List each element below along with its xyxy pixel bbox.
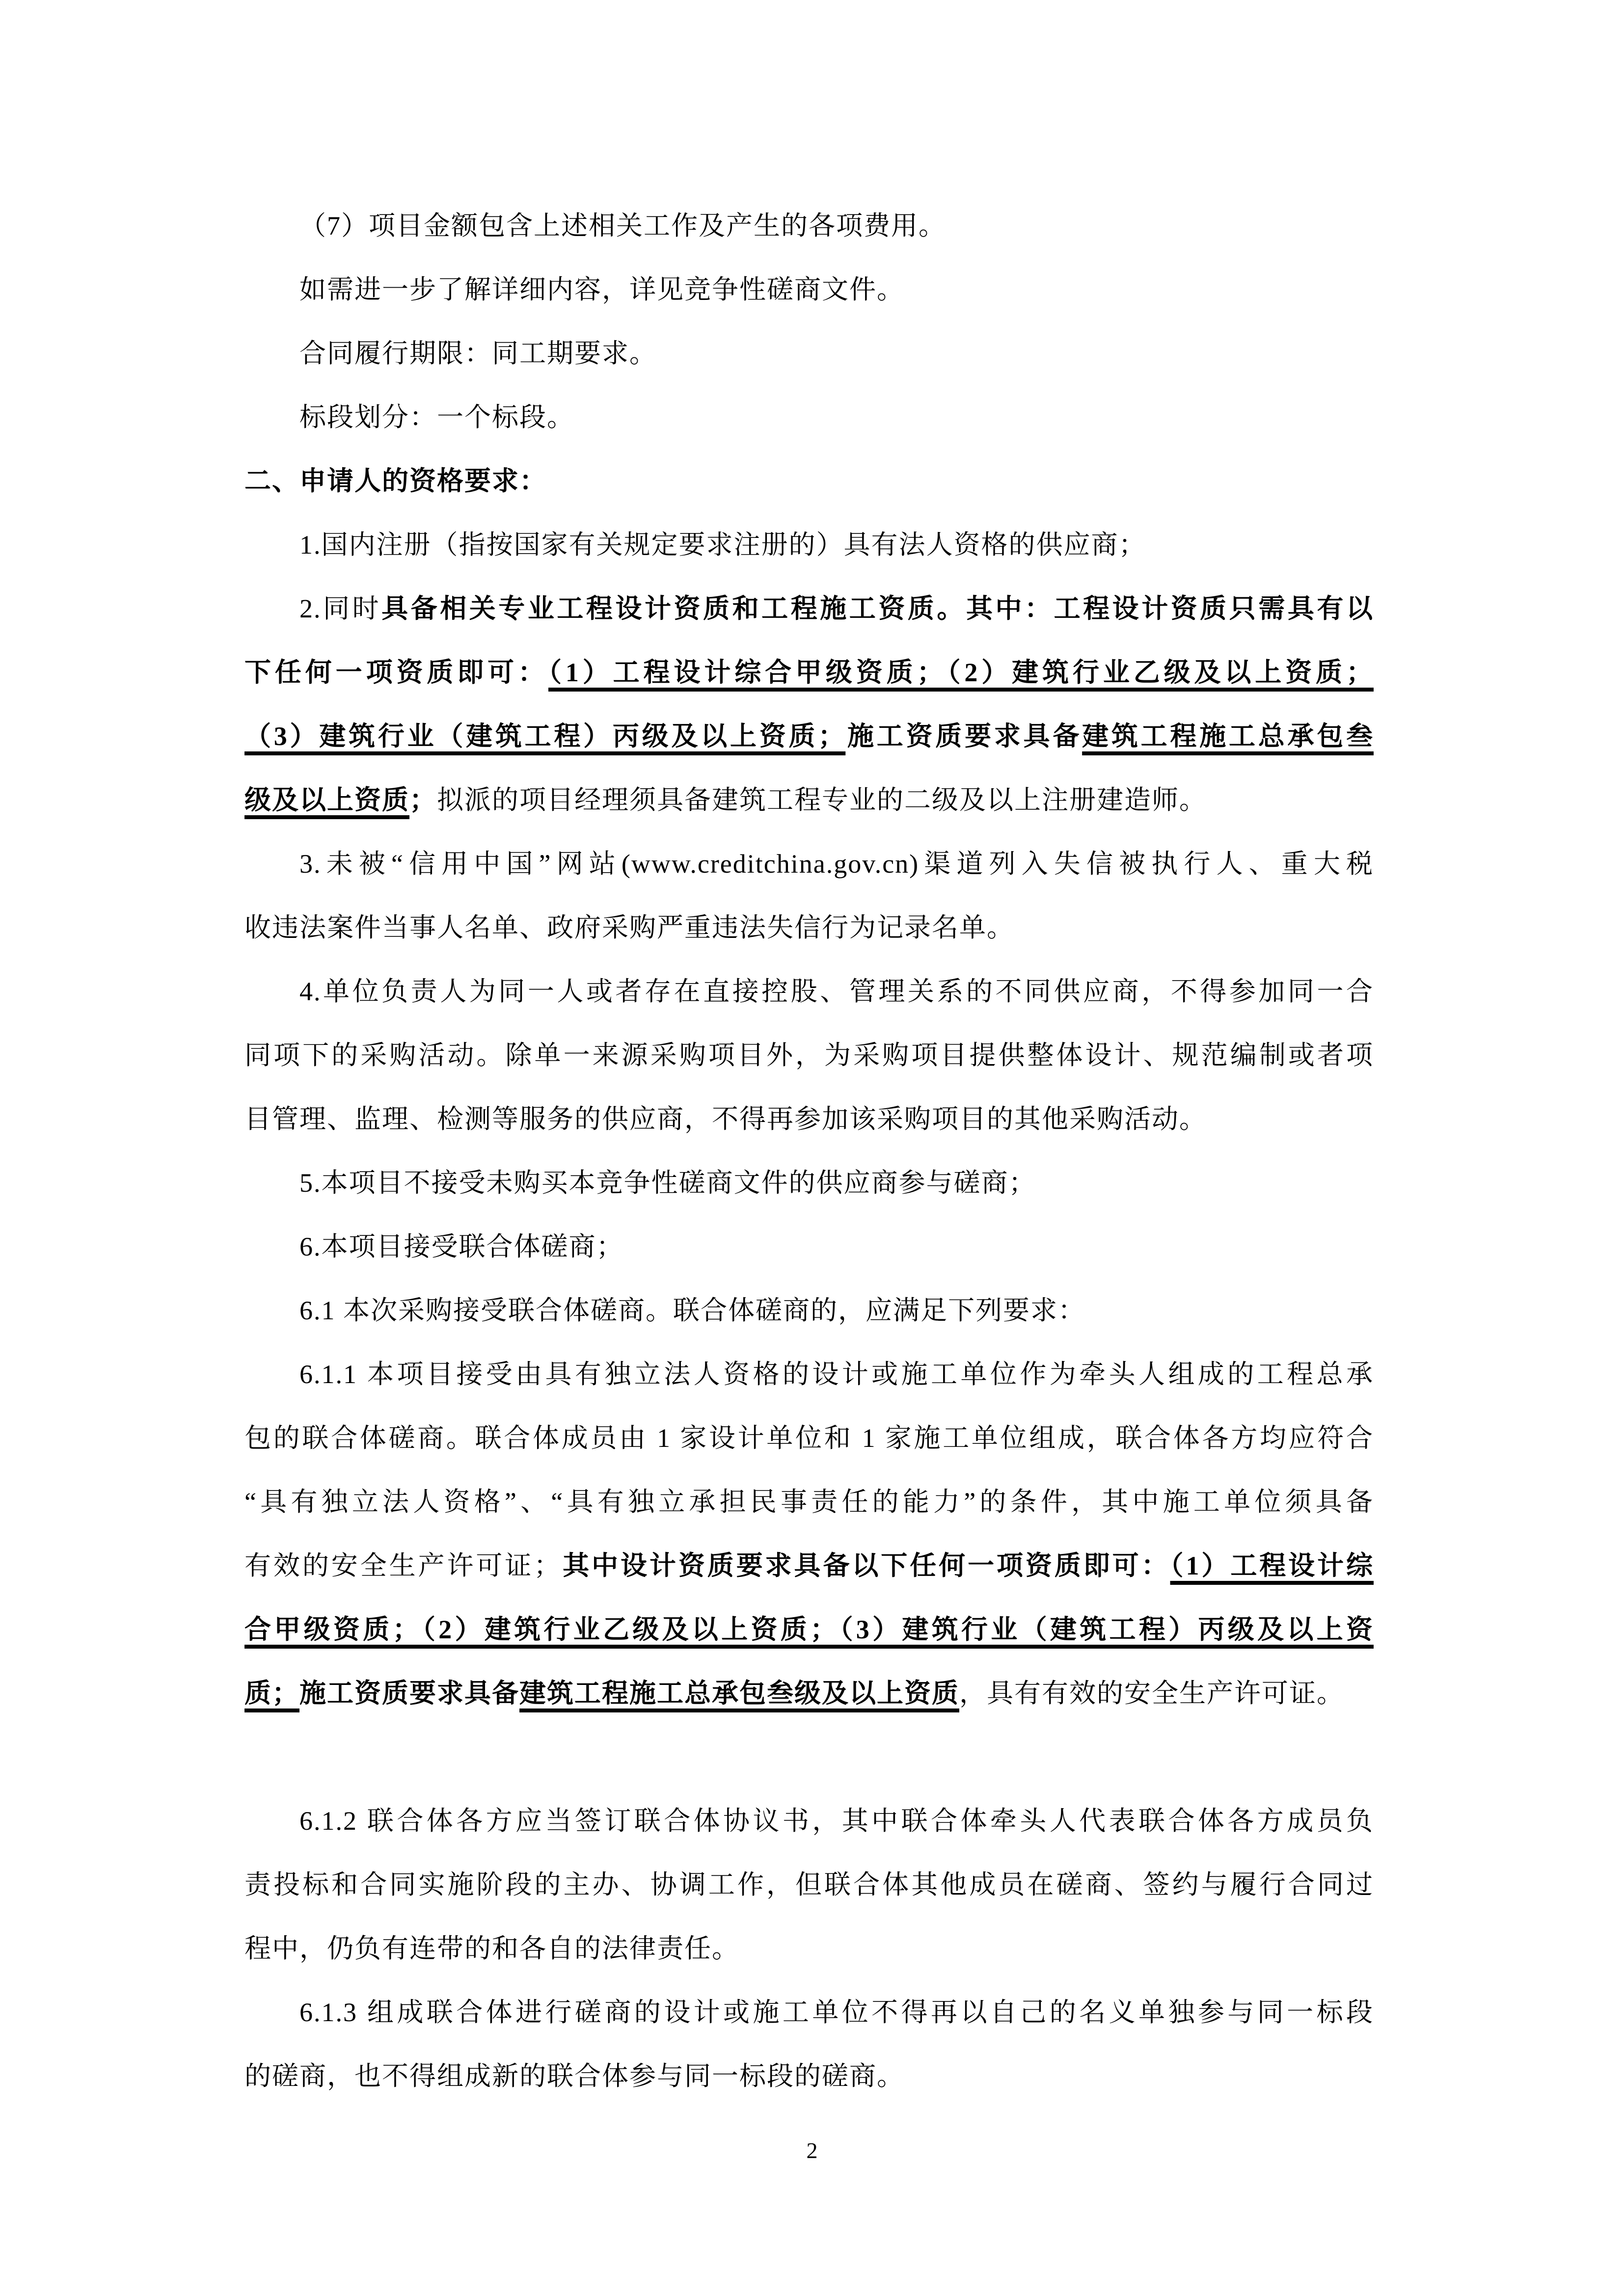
text-run: “具有独立法人资格”、“具有独立承担民事责任的能力”的条件，其中施工单位须具备 xyxy=(244,1487,1374,1517)
text-run: 级及以上资质 xyxy=(244,785,409,815)
text-line xyxy=(244,641,1374,704)
text-run: （1）工程设计综合甲级资质；（2）建筑行业乙级及以上资质； xyxy=(548,658,1374,687)
text-line xyxy=(244,768,1374,832)
text-run: 建筑工程施工总承包叁 xyxy=(1082,721,1374,751)
text-line xyxy=(244,1598,1374,1661)
text-line xyxy=(244,258,1374,321)
text-line xyxy=(244,960,1374,1023)
text-run: 合甲级资质；（2）建筑行业乙级及以上资质；（3）建筑行业（建筑工程）丙级及以上资 xyxy=(244,1615,1374,1644)
text-run: 6.本项目接受联合体磋商； xyxy=(299,1232,624,1261)
text-run: 5.本项目不接受未购买本竞争性磋商文件的供应商参与磋商； xyxy=(299,1168,1036,1198)
text-line xyxy=(244,194,1374,258)
text-run: （3）建筑行业（建筑工程）丙级及以上资质； xyxy=(244,721,846,751)
text-run: 二、申请人的资格要求： xyxy=(244,466,547,496)
text-run: 6.1.2 联合体各方应当签订联合体协议书，其中联合体牵头人代表联合体各方成员负 xyxy=(299,1806,1374,1836)
text-line xyxy=(244,1789,1374,1853)
text-run: 1.国内注册（指按国家有关规定要求注册的）具有法人资格的供应商； xyxy=(299,530,1146,560)
text-line xyxy=(244,1534,1374,1598)
text-run: 合同履行期限：同工期要求。 xyxy=(299,339,657,368)
page-number: 2 xyxy=(806,2138,818,2163)
text-run: 下任何一项资质即可： xyxy=(244,658,548,687)
text-run: 责投标和合同实施阶段的主办、协调工作，但联合体其他成员在磋商、签约与履行合同过 xyxy=(244,1870,1374,1899)
text-run: 6.1.1 本项目接受由具有独立法人资格的设计或施工单位作为牵头人组成的工程总承 xyxy=(299,1360,1374,1389)
text-line xyxy=(244,321,1374,385)
document-body xyxy=(244,194,1374,2108)
text-line xyxy=(244,1470,1374,1534)
text-run: 目管理、监理、检测等服务的供应商，不得再参加该采购项目的其他采购活动。 xyxy=(244,1104,1207,1134)
text-run: 4.单位负责人为同一人或者存在直接控股、管理关系的不同供应商，不得参加同一合 xyxy=(299,977,1374,1006)
text-line xyxy=(244,1406,1374,1470)
text-run: 包的联合体磋商。联合体成员由 1 家设计单位和 1 家施工单位组成，联合体各方均应符合 xyxy=(244,1423,1374,1453)
text-run: 有效的安全生产许可证； xyxy=(244,1551,562,1580)
text-line xyxy=(244,1342,1374,1406)
text-run: 同项下的采购活动。除单一来源采购项目外，为采购项目提供整体设计、规范编制或者项 xyxy=(244,1041,1374,1070)
text-line xyxy=(244,1087,1374,1151)
text-run: 的磋商，也不得组成新的联合体参与同一标段的磋商。 xyxy=(244,2061,904,2091)
blank-line xyxy=(244,1725,1374,1789)
text-run: 其中设计资质要求具备以下任何一项资质即可： xyxy=(561,1551,1170,1580)
page-footer xyxy=(0,2136,1624,2165)
text-line xyxy=(244,1151,1374,1215)
text-run: ，具有有效的安全生产许可证。 xyxy=(959,1679,1344,1708)
text-run: 如需进一步了解详细内容，详见竞争性磋商文件。 xyxy=(299,275,904,304)
text-run: 6.1 本次采购接受联合体磋商。联合体磋商的，应满足下列要求： xyxy=(299,1296,1085,1325)
text-line xyxy=(244,1279,1374,1342)
text-line xyxy=(244,1980,1374,2044)
text-run: （1）工程设计综 xyxy=(1170,1551,1374,1580)
text-run: 拟派的项目经理须具备建筑工程专业的二级及以上注册建造师。 xyxy=(437,785,1207,815)
text-run: 具备相关专业工程设计资质和工程施工资质。其中：工程设计资质只需具有以 xyxy=(381,594,1374,623)
text-line xyxy=(244,513,1374,577)
text-line xyxy=(244,832,1374,896)
heading-line xyxy=(244,449,1374,513)
text-run: ； xyxy=(409,785,437,815)
text-line xyxy=(244,577,1374,641)
text-line xyxy=(244,704,1374,768)
text-line xyxy=(244,1661,1374,1725)
text-run: 收违法案件当事人名单、政府采购严重违法失信行为记录名单。 xyxy=(244,913,1014,942)
text-run: 施工资质要求具备 xyxy=(299,1679,519,1708)
text-line xyxy=(244,1853,1374,1917)
text-line xyxy=(244,896,1374,960)
text-run: 质； xyxy=(244,1679,299,1708)
text-run: 程中，仍负有连带的和各自的法律责任。 xyxy=(244,1934,739,1963)
text-run: 6.1.3 组成联合体进行磋商的设计或施工单位不得再以自己的名义单独参与同一标段 xyxy=(299,1998,1374,2027)
text-line xyxy=(244,385,1374,449)
text-run: 2.同时 xyxy=(299,594,382,623)
text-run: 施工资质要求具备 xyxy=(845,721,1083,751)
text-line xyxy=(244,2044,1374,2108)
text-line xyxy=(244,1215,1374,1279)
text-line xyxy=(244,1023,1374,1087)
text-run: 标段划分：一个标段。 xyxy=(299,402,574,432)
text-run: 建筑工程施工总承包叁级及以上资质 xyxy=(519,1679,959,1708)
text-run: 3.未被“信用中国”网站(www.creditchina.gov.cn)渠道列入失信被执行人、重大税 xyxy=(299,849,1374,879)
text-line xyxy=(244,1917,1374,1980)
text-run: （7）项目金额包含上述相关工作及产生的各项费用。 xyxy=(299,211,946,240)
